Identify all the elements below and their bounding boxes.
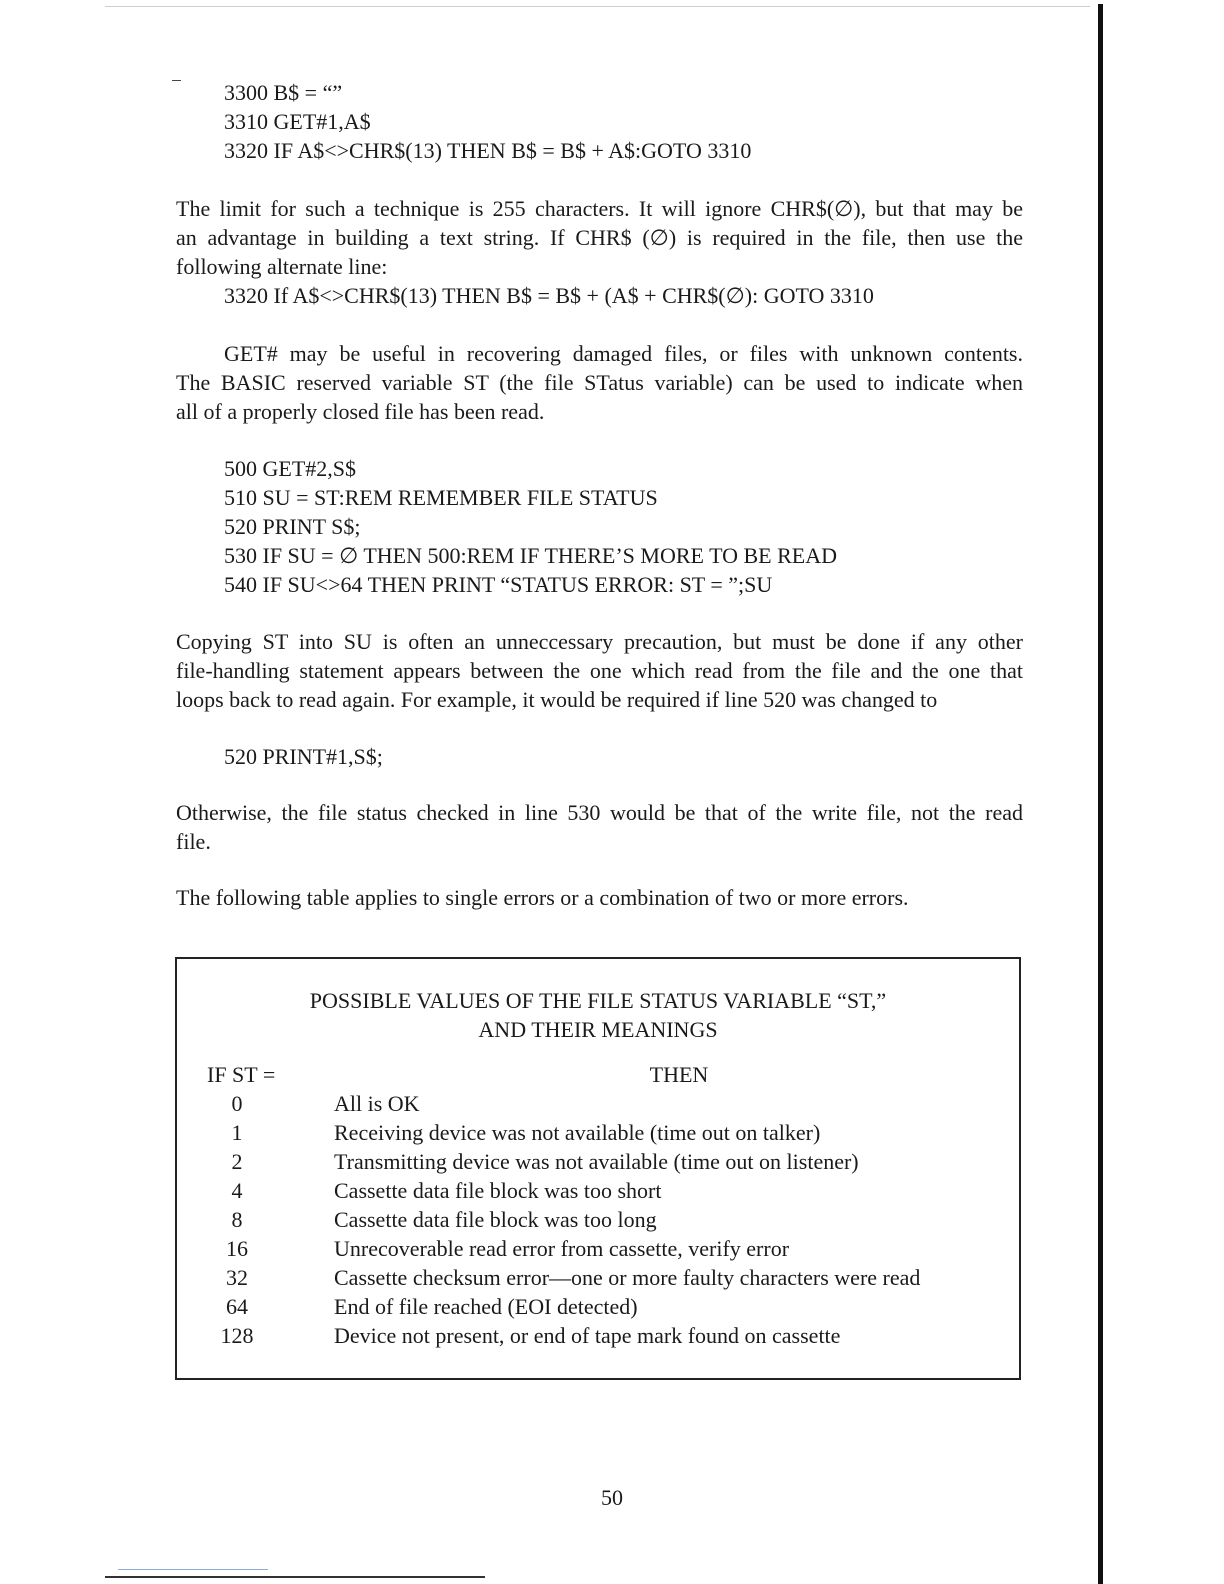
status-meaning: Device not present, or end of tape mark found on cassette [334,1323,841,1348]
status-value: 64 [226,1294,248,1319]
paragraph-line: an advantage in building a text string. If CHR$ (∅) is required in the file, then use the [176,225,1023,250]
paragraph-copying [176,627,1023,714]
status-meaning: Transmitting device was not available (time out on listener) [334,1149,859,1174]
code-line: 500 GET#2,S$ [224,456,356,481]
status-value: 4 [231,1178,243,1203]
code-line: 530 IF SU = ∅ THEN 500:REM IF THERE’S MORE TO BE READ [224,543,837,568]
paragraph-line: The BASIC reserved variable ST (the file STatus variable) can be used to indicate when [176,370,1023,395]
status-meaning: Cassette data file block was too long [334,1207,657,1232]
status-value: 1 [231,1120,243,1145]
status-value: 0 [231,1091,243,1116]
paragraph-table-intro: The following table applies to single errors or a combination of two or more errors. [176,885,909,910]
status-meaning: Cassette checksum error—one or more faulty characters were read [334,1265,921,1290]
status-value: 32 [226,1265,248,1290]
table-row [177,1321,1019,1350]
table-row [177,1176,1019,1205]
code-line: 3300 B$ = “” [224,80,343,105]
code-line: 510 SU = ST:REM REMEMBER FILE STATUS [224,485,658,510]
status-meaning: End of file reached (EOI detected) [334,1294,638,1319]
column-header-if: IF ST = [207,1062,276,1087]
table-title: POSSIBLE VALUES OF THE FILE STATUS VARIABLE “ST,” [309,988,887,1013]
code-line: 3310 GET#1,A$ [224,109,371,134]
alternate-code-line: 3320 If A$<>CHR$(13) THEN B$ = B$ + (A$ + CHR$(∅): GOTO 3310 [224,283,874,308]
status-value: 8 [231,1207,243,1232]
status-value: 2 [231,1149,243,1174]
paragraph-line: following alternate line: [176,254,388,279]
status-value: 128 [220,1323,254,1348]
page-number: 50 [601,1485,623,1510]
table-row [177,1147,1019,1176]
paragraph-line: Otherwise, the file status checked in line 530 would be that of the write file, not the read [176,800,1023,825]
status-table [175,957,1021,1380]
table-row [177,1263,1019,1292]
paragraph-line: GET# may be useful in recovering damaged files, or files with unknown contents. [224,341,1023,366]
paragraph-line: loops back to read again. For example, it would be required if line 520 was changed to [176,687,938,712]
paragraph-line: file. [176,829,211,854]
code-line: 540 IF SU<>64 THEN PRINT “STATUS ERROR: ST = ”;SU [224,572,773,597]
paragraph-limit [176,194,1023,281]
status-meaning: All is OK [334,1091,420,1116]
table-row [177,1205,1019,1234]
margin-mark [172,80,181,81]
bottom-rule [105,1576,485,1578]
code-line: 520 PRINT S$; [224,514,361,539]
status-value: 16 [226,1236,248,1261]
code-line: 3320 IF A$<>CHR$(13) THEN B$ = B$ + A$:GOTO 3310 [224,138,752,163]
status-meaning: Unrecoverable read error from cassette, verify error [334,1236,790,1261]
page-edge-bar [1098,4,1103,1584]
table-row [177,1292,1019,1321]
paragraph-line: Copying ST into SU is often an unneccessary precaution, but must be done if any other [176,629,1023,654]
table-row [177,1234,1019,1263]
paragraph-line: all of a properly closed file has been read. [176,399,545,424]
paragraph-line: file-handling statement appears between the one which read from the file and the one that [176,658,1023,683]
table-row [177,1118,1019,1147]
table-rows [177,1089,1019,1350]
bottom-rule-blue [118,1569,268,1570]
table-row [177,1089,1019,1118]
table-subtitle: AND THEIR MEANINGS [478,1017,718,1042]
column-header-then: THEN [649,1062,709,1087]
paragraph-line: The limit for such a technique is 255 characters. It will ignore CHR$(∅), but that may be [176,196,1023,221]
status-meaning: Receiving device was not available (time out on talker) [334,1120,821,1145]
code-line: 520 PRINT#1,S$; [224,744,383,769]
status-meaning: Cassette data file block was too short [334,1178,662,1203]
paragraph-get [176,339,1023,426]
paragraph-otherwise [176,798,1023,856]
top-rule [105,6,1090,7]
